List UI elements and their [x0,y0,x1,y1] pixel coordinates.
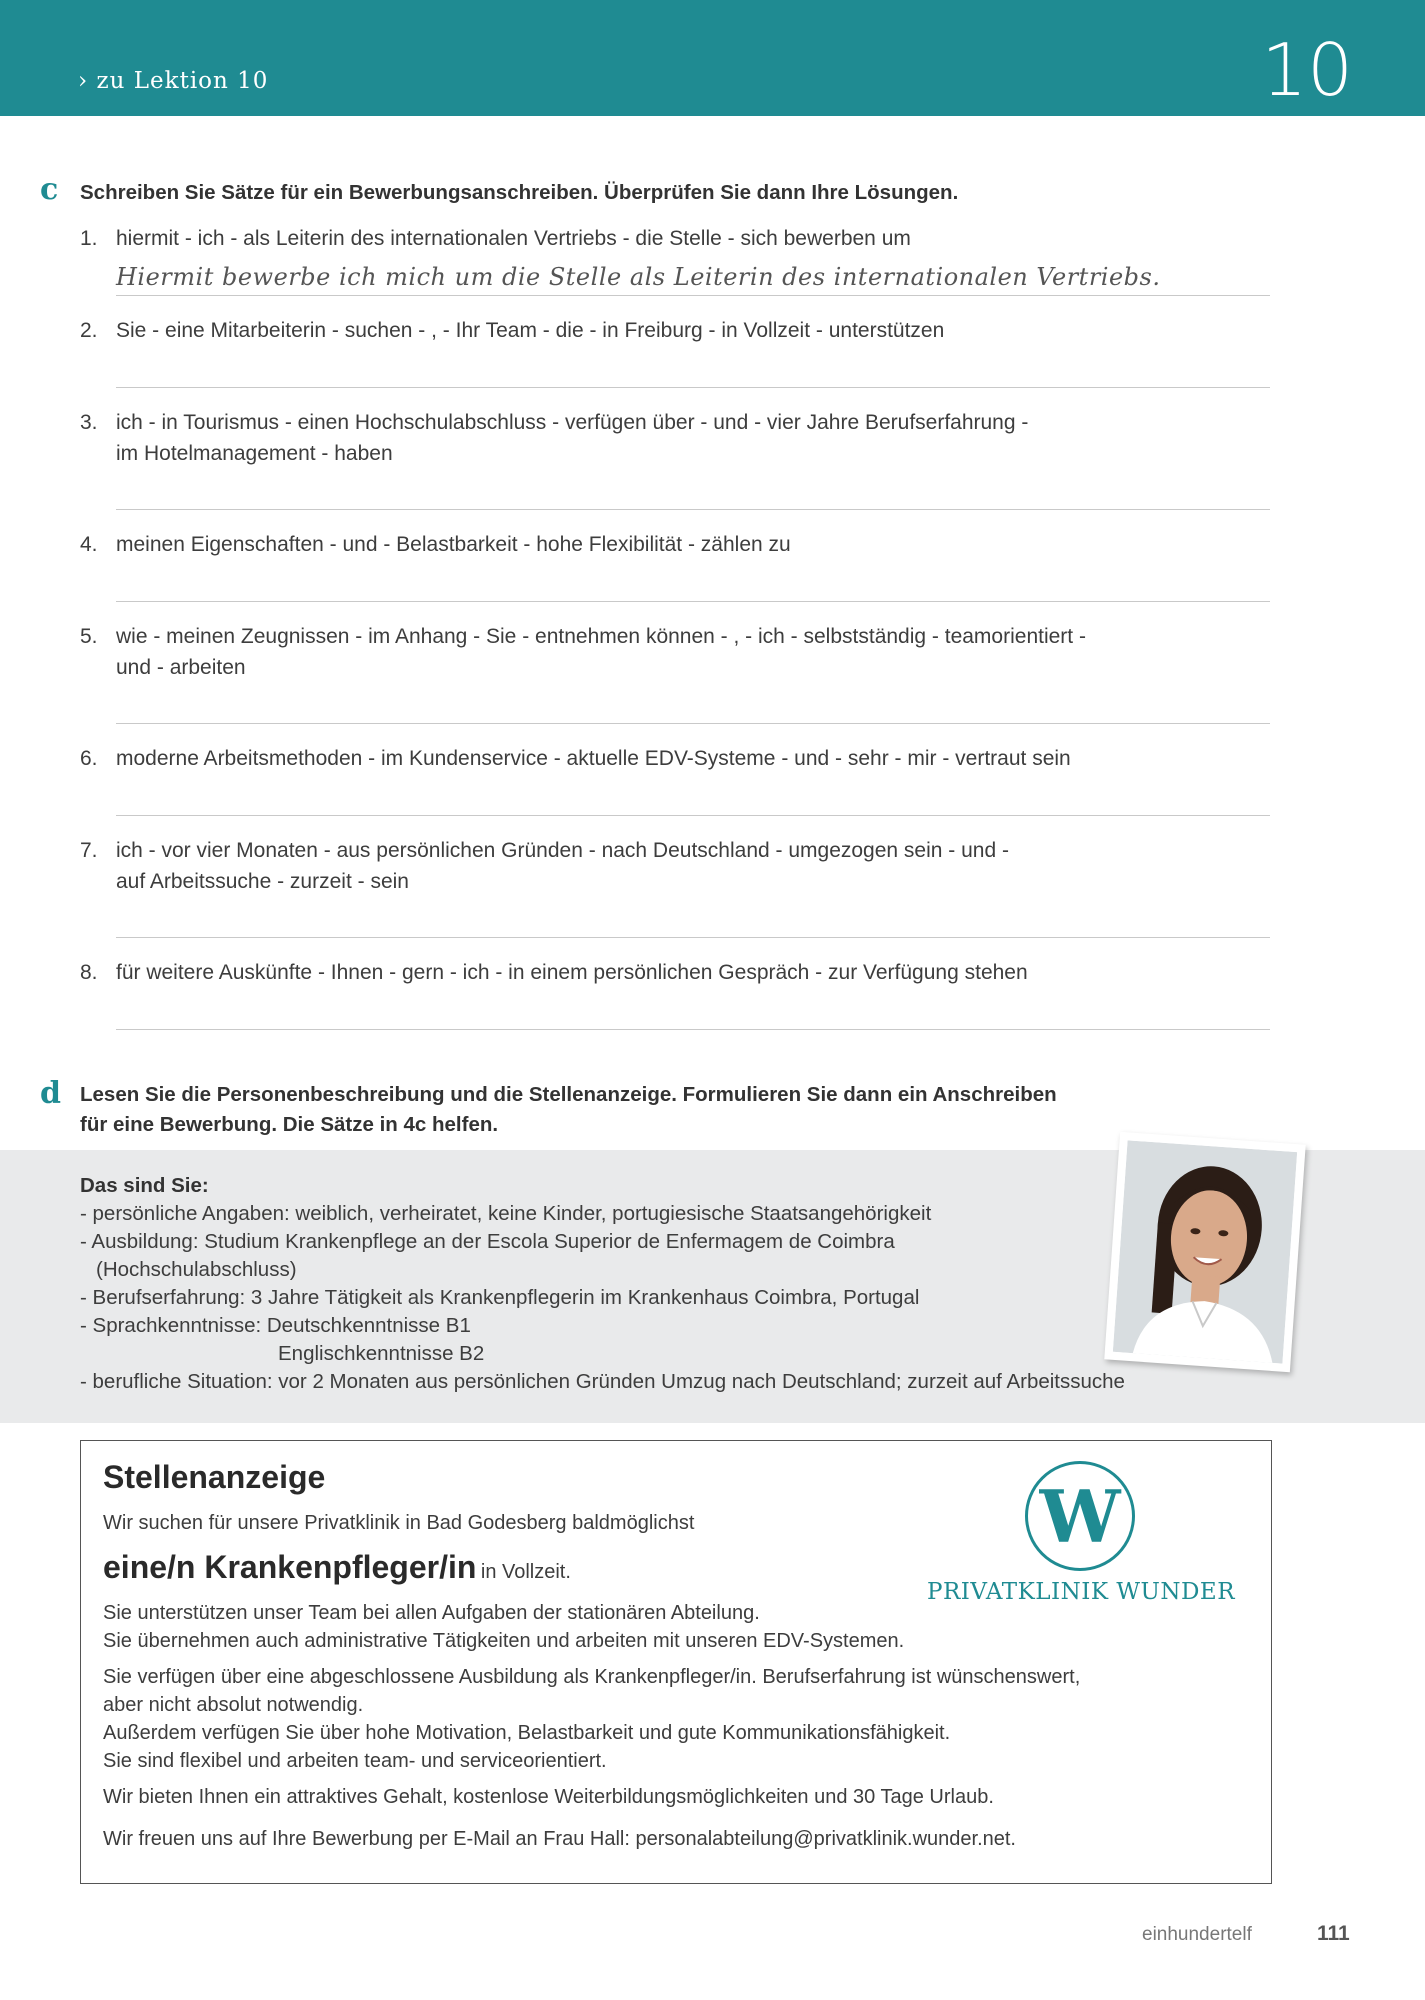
item-prompt: ich - in Tourismus - einen Hochschulabschluss - verfügen über - und - vier Jahre Berufserfahrung - [116,411,1029,434]
item-number: 6. [80,747,98,770]
section-letter-c: c [40,172,59,207]
item-number: 8. [80,961,98,984]
answer-line-1[interactable] [116,293,1270,296]
answer-line-4[interactable] [116,599,1270,602]
item-prompt: wie - meinen Zeugnissen - im Anhang - Sie - entnehmen können - , - ich - selbstständig - teamorientiert - [116,625,1086,648]
item-prompt: für weitere Auskünfte - Ihnen - gern - ich - in einem persönlichen Gespräch - zur Verfügung stehen [116,961,1028,984]
item-number: 4. [80,533,98,556]
item-prompt: Sie - eine Mitarbeiterin - suchen - , - Ihr Team - die - in Freiburg - in Vollzeit - unterstützen [116,319,945,342]
ad-offer: Wir bieten Ihnen ein attraktives Gehalt, kostenlose Weiterbildungsmöglichkeiten und 30 Tage Urlaub. [103,1786,994,1808]
clinic-name: PRIVATKLINIK WUNDER [926,1579,1236,1605]
ad-intro: Wir suchen für unsere Privatklinik in Bad Godesberg baldmöglichst [103,1512,695,1534]
ad-line: Sie verfügen über eine abgeschlossene Ausbildung als Krankenpfleger/in. Berufserfahrung ist wünschenswert, [103,1666,1081,1688]
item-prompt: meinen Eigenschaften - und - Belastbarkeit - hohe Flexibilität - zählen zu [116,533,791,556]
answer-line-8[interactable] [116,1027,1270,1030]
item-number: 1. [80,227,98,250]
ad-line: Sie übernehmen auch administrative Tätigkeiten und arbeiten mit unseren EDV-Systemen. [103,1630,905,1652]
answer-line-3[interactable] [116,507,1270,510]
item-number: 7. [80,839,98,862]
profile-line: - persönliche Angaben: weiblich, verheiratet, keine Kinder, portugiesische Staatsangehörigkeit [80,1202,932,1225]
profile-line: - Berufserfahrung: 3 Jahre Tätigkeit als Krankenpflegerin im Krankenhaus Coimbra, Portugal [80,1286,920,1309]
person-profile [80,1172,1125,1396]
section-letter-d: d [40,1076,61,1111]
ad-job-line [103,1549,571,1586]
instruction-line: für eine Bewerbung. Die Sätze in 4c helfen. [80,1113,499,1136]
profile-line: Englischkenntnisse B2 [278,1342,485,1365]
clinic-logo [1025,1461,1135,1571]
ad-paragraph [103,1599,1243,1655]
profile-line: - Ausbildung: Studium Krankenpflege an der Escola Superior de Enfermagem de Coimbra [80,1230,895,1253]
item-prompt-cont: und - arbeiten [116,656,246,679]
ad-line: Sie unterstützen unser Team bei allen Aufgaben der stationären Abteilung. [103,1602,760,1624]
page-number: 111 [1317,1922,1350,1945]
instruction-line: Lesen Sie die Personenbeschreibung und die Stellenanzeige. Formulieren Sie dann ein Anschreiben [80,1083,1057,1106]
answer-line-2[interactable] [116,385,1270,388]
ad-job-suffix: in Vollzeit. [480,1561,571,1583]
item-prompt-cont: auf Arbeitssuche - zurzeit - sein [116,870,409,893]
page-number-word: einhundertelf [1142,1924,1252,1945]
profile-line: (Hochschulabschluss) [96,1258,297,1281]
job-advertisement [80,1440,1272,1884]
answer-line-5[interactable] [116,721,1270,724]
item-number: 2. [80,319,98,342]
portrait-photo [1104,1132,1305,1372]
page-header [0,0,1425,116]
profile-title: Das sind Sie: [80,1174,209,1197]
item-number: 5. [80,625,98,648]
profile-line: - Sprachkenntnisse: Deutschkenntnisse B1 [80,1314,471,1337]
section-c-instruction: Schreiben Sie Sätze für ein Bewerbungsanschreiben. Überprüfen Sie dann Ihre Lösungen. [80,181,959,204]
ad-job-title: eine/n Krankenpfleger/in [103,1549,477,1585]
answer-line-6[interactable] [116,813,1270,816]
section-d-instruction [80,1080,1057,1140]
woman-portrait-icon [1113,1140,1297,1363]
logo-letter: W [1039,1474,1121,1559]
profile-line: - berufliche Situation: vor 2 Monaten aus persönlichen Gründen Umzug nach Deutschland; zurzeit auf Arbeitssuche [80,1370,1125,1393]
unit-number: 10 [1261,28,1353,112]
ad-line: aber nicht absolut notwendig. [103,1694,364,1716]
ad-paragraph [103,1663,1243,1775]
example-answer: Hiermit bewerbe ich mich um die Stelle als Leiterin des internationalen Vertriebs. [116,263,1161,291]
item-prompt: moderne Arbeitsmethoden - im Kundenservice - aktuelle EDV-Systeme - und - sehr - mir - vertraut sein [116,747,1071,770]
answer-line-7[interactable] [116,935,1270,938]
lesson-reference: › zu Lektion 10 [78,68,269,94]
ad-title: Stellenanzeige [103,1459,326,1495]
item-prompt: ich - vor vier Monaten - aus persönlichen Gründen - nach Deutschland - umgezogen sein - und - [116,839,1009,862]
item-number: 3. [80,411,98,434]
item-prompt-cont: im Hotelmanagement - haben [116,442,393,465]
item-prompt: hiermit - ich - als Leiterin des internationalen Vertriebs - die Stelle - sich bewerben um [116,227,911,250]
ad-line: Außerdem verfügen Sie über hohe Motivation, Belastbarkeit und gute Kommunikationsfähigkeit. [103,1722,951,1744]
ad-line: Sie sind flexibel und arbeiten team- und serviceorientiert. [103,1750,607,1772]
ad-contact: Wir freuen uns auf Ihre Bewerbung per E-Mail an Frau Hall: personalabteilung@privatklinik.wunder.net. [103,1828,1016,1850]
